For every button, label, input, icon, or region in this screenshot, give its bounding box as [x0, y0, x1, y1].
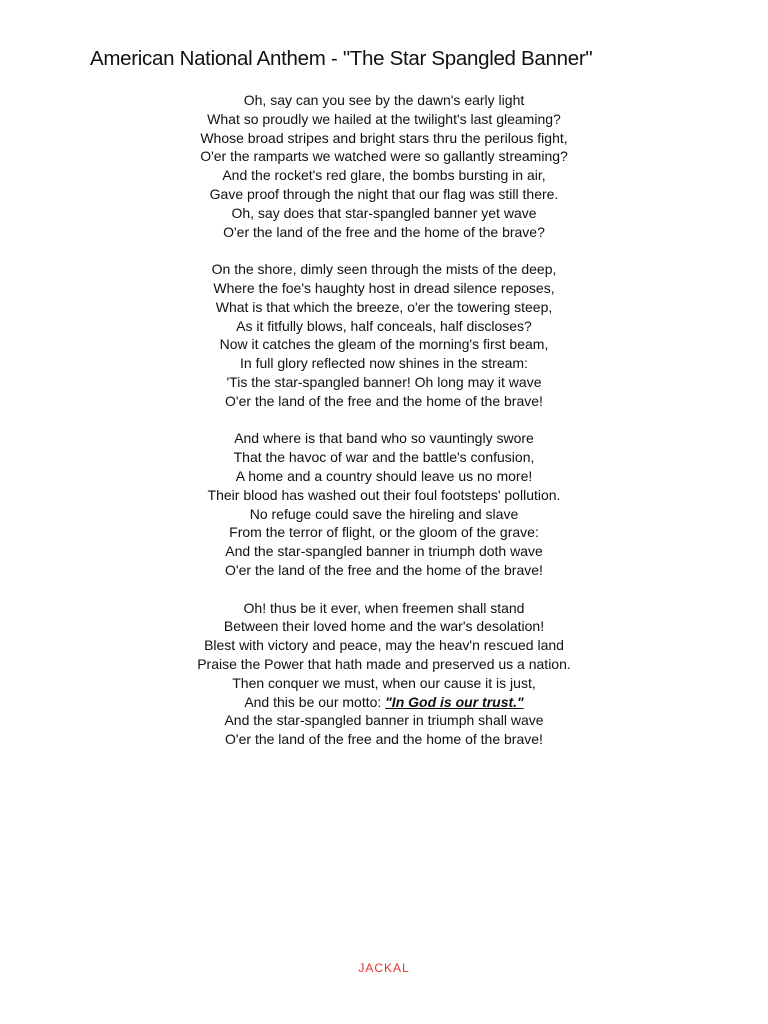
lyric-line: Oh, say does that star-spangled banner yet wave	[231, 204, 537, 221]
lyric-line: And the rocket's red glare, the bombs bursting in air,	[222, 167, 546, 184]
lyric-line: Gave proof through the night that our flag was still there.	[209, 185, 559, 202]
lyric-line: Oh, say can you see by the dawn's early light	[243, 92, 525, 108]
stanza-3	[0, 429, 768, 579]
motto-line	[0, 693, 768, 712]
jackal-logo: JACKAL	[358, 961, 410, 975]
lyric-line: And the star-spangled banner in triumph shall wave	[224, 712, 544, 729]
lyric-line: From the terror of flight, or the gloom of the grave:	[229, 524, 539, 541]
lyric-line: O'er the land of the free and the home of the brave!	[225, 731, 543, 748]
lyric-line: Their blood has washed out their foul footsteps' pollution.	[207, 486, 561, 503]
lyric-line: Whose broad stripes and bright stars thru the perilous fight,	[200, 129, 568, 146]
lyric-line: As it fitfully blows, half conceals, half discloses?	[236, 317, 532, 334]
lyric-line: O'er the ramparts we watched were so gallantly streaming?	[200, 148, 568, 165]
stanza-1	[0, 91, 768, 241]
lyric-line: O'er the land of the free and the home of the brave?	[223, 223, 545, 240]
lyric-line: And where is that band who so vauntingly swore	[234, 430, 534, 447]
lyric-line: What is that which the breeze, o'er the towering steep,	[215, 298, 553, 315]
lyric-line: 'Tis the star-spangled banner! Oh long may it wave	[226, 373, 542, 390]
lyric-line: Between their loved home and the war's desolation!	[223, 618, 545, 635]
motto-prefix: And this be our motto:	[244, 693, 386, 710]
lyric-line: That the havoc of war and the battle's confusion,	[233, 449, 535, 466]
anthem-lyrics	[0, 91, 768, 768]
stanza-2	[0, 260, 768, 410]
lyric-line: Where the foe's haughty host in dread silence reposes,	[213, 279, 555, 296]
lyric-line: Now it catches the gleam of the morning's first beam,	[219, 336, 549, 353]
stanza-4	[0, 599, 768, 749]
lyric-line: Blest with victory and peace, may the heav'n rescued land	[204, 637, 564, 654]
lyric-line: In full glory reflected now shines in the stream:	[240, 355, 528, 372]
motto-text: "In God is our trust."	[385, 693, 524, 710]
lyric-line: O'er the land of the free and the home of the brave!	[225, 392, 543, 409]
lyric-line: No refuge could save the hireling and slave	[249, 505, 519, 522]
lyric-line: What so proudly we hailed at the twilight's last gleaming?	[207, 110, 561, 127]
lyric-line: And the star-spangled banner in triumph doth wave	[225, 543, 543, 560]
lyric-line: Praise the Power that hath made and preserved us a nation.	[197, 655, 571, 672]
lyric-line: Oh! thus be it ever, when freemen shall stand	[243, 599, 525, 616]
lyric-line: On the shore, dimly seen through the mists of the deep,	[211, 261, 557, 278]
lyric-line: A home and a country should leave us no more!	[235, 467, 533, 484]
lyric-line: Then conquer we must, when our cause it is just,	[232, 674, 536, 691]
document-title: American National Anthem - "The Star Spangled Banner"	[90, 47, 593, 70]
lyric-line: O'er the land of the free and the home of the brave!	[225, 561, 543, 578]
